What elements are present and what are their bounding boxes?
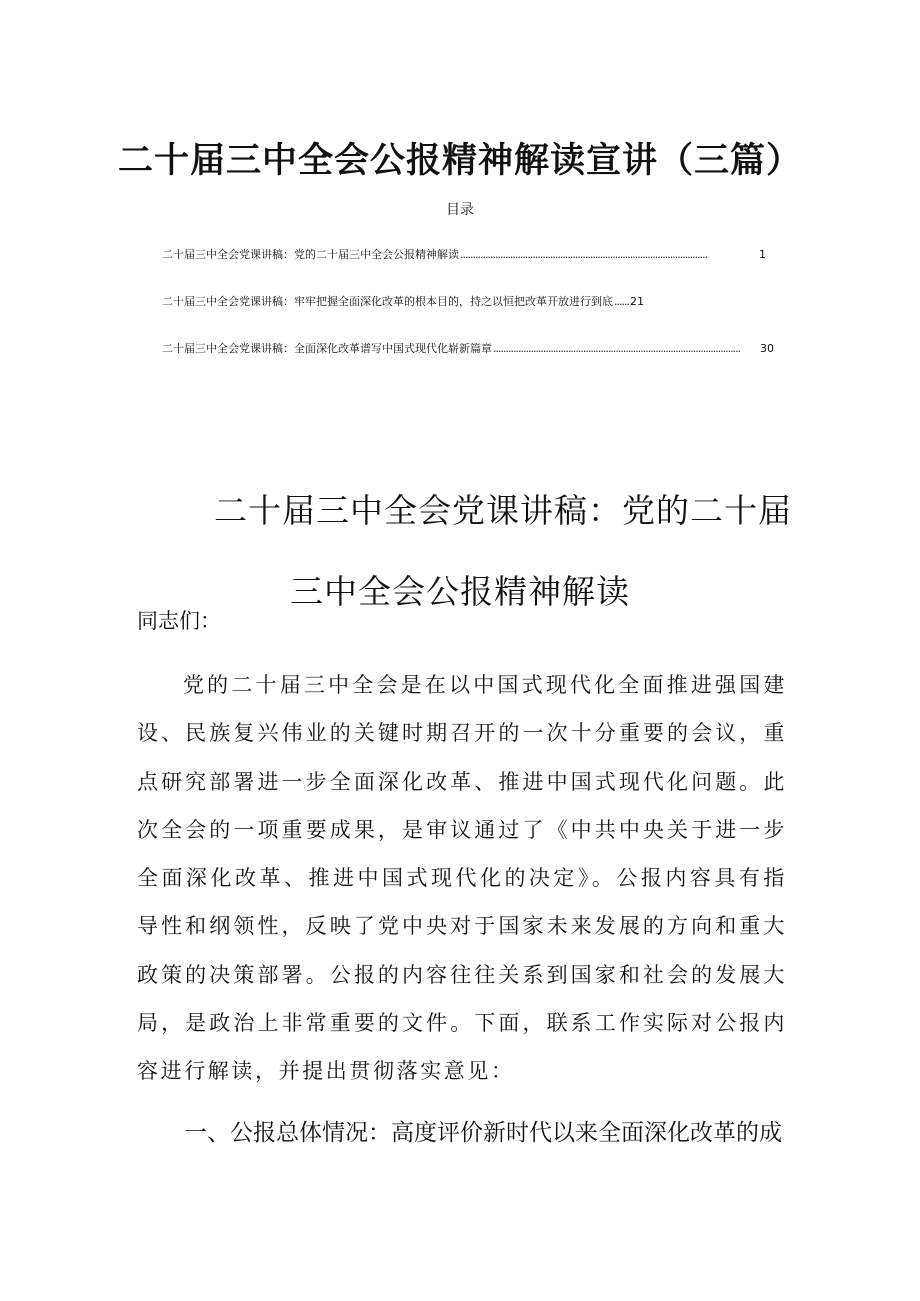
toc-entry[interactable] bbox=[162, 341, 774, 357]
toc-heading: 目录 bbox=[446, 202, 474, 218]
section-title-line-2: 三中全会公报精神解读 bbox=[290, 572, 630, 611]
salutation: 同志们： bbox=[137, 609, 221, 633]
toc-dot-leader: ...... bbox=[614, 295, 629, 308]
toc-page-number: 1 bbox=[759, 248, 766, 261]
toc-entry-text: 二十届三中全会党课讲稿：党的二十届三中全会公报精神解读 bbox=[162, 248, 459, 261]
toc-entry-text: 二十届三中全会党课讲稿：全面深化改革谱写中国式现代化崭新篇章 bbox=[162, 342, 492, 355]
toc-dot-leader: ................................................................................................... bbox=[493, 342, 741, 355]
toc-entry[interactable] bbox=[162, 247, 766, 263]
toc-page-number: 30 bbox=[760, 342, 774, 355]
body-paragraph: 党的二十届三中全会是在以中国式现代化全面推进强国建设、民族复兴伟业的关键时期召开的一次十分重要的会议，重点研究部署进一步全面深化改革、推进中国式现代化问题。此次全会的一项重要成果，是审议通过了《中共中央关于进一步全面深化改革、推进中国式现代化的决定》。公报内容具有指导性和纲领性，反映了党中央对于国家未来发展的方向和重大政策的决策部署。公报的内容往往关系到国家和社会的发展大局，是政治上非常重要的文件。下面，联系工作实际对公报内容进行解读，并提出贯彻落实意见： bbox=[137, 673, 787, 1084]
toc-entry[interactable] bbox=[162, 294, 644, 310]
toc-page-number: 21 bbox=[629, 295, 644, 308]
toc-entry-text: 二十届三中全会党课讲稿：牢牢把握全面深化改革的根本目的，持之以恒把改革开放进行到底 bbox=[162, 295, 613, 308]
subheading: 一、公报总体情况：高度评价新时代以来全面深化改革的成 bbox=[184, 1120, 782, 1146]
toc-dot-leader: ................................................................................................... bbox=[460, 248, 708, 261]
document-title: 二十届三中全会公报精神解读宣讲（三篇） bbox=[117, 141, 802, 181]
section-title-line-1: 二十届三中全会党课讲稿：党的二十届 bbox=[214, 491, 792, 530]
